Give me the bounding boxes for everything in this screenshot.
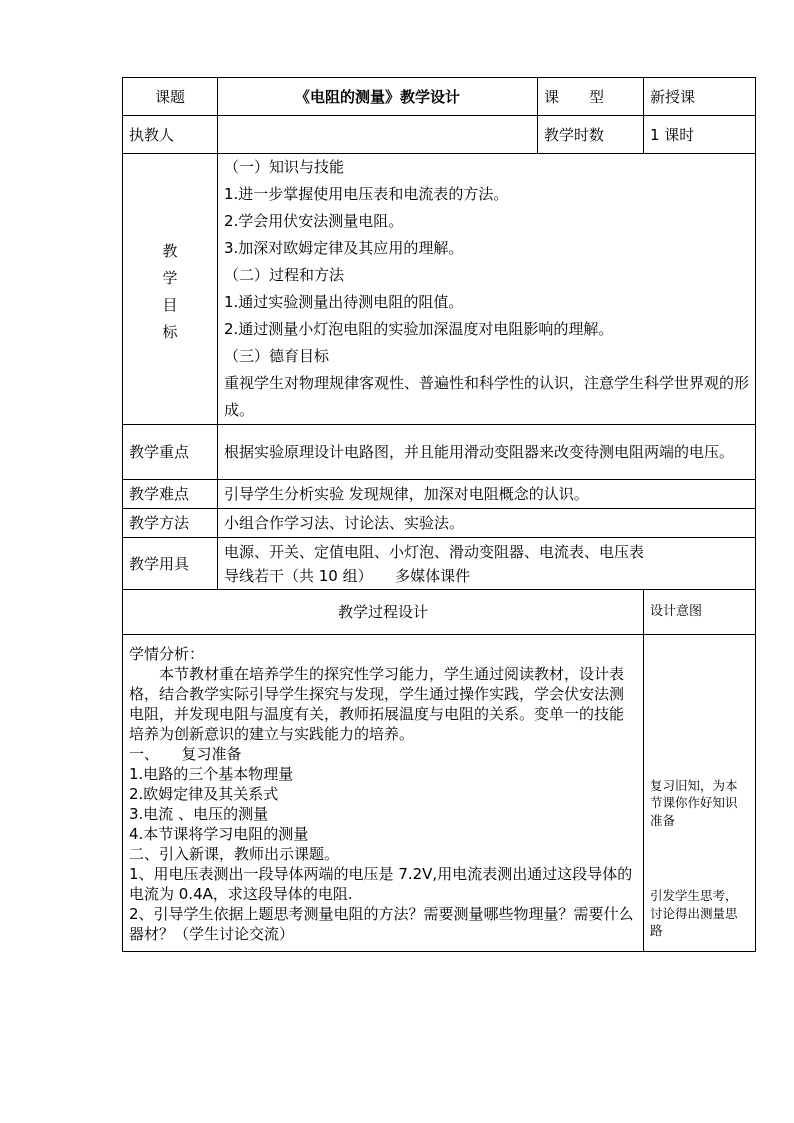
tools-content xyxy=(218,538,756,590)
lesson-plan-table xyxy=(122,77,756,952)
objective-heading: （二）过程和方法 xyxy=(224,266,345,284)
objectives-label-char: 标 xyxy=(162,323,178,341)
key-points-label: 教学重点 xyxy=(123,425,218,480)
tools-row xyxy=(123,538,756,590)
objectives-label-char: 目 xyxy=(162,296,178,314)
objectives-label-char: 学 xyxy=(162,269,178,287)
question-1: 1、用电压表测出一段导体两端的电压是 7.2V,用电流表测出通过这段导体的电流为 0.4A，求这段导体的电阻. xyxy=(129,865,633,903)
process-header: 教学过程设计 xyxy=(123,590,644,635)
methods-label: 教学方法 xyxy=(123,509,218,538)
title-row xyxy=(123,78,756,116)
intent-content xyxy=(644,635,756,952)
type-label: 课 型 xyxy=(538,78,644,116)
review-item: 3.电流 、电压的测量 xyxy=(129,805,269,823)
teacher-label: 执教人 xyxy=(123,116,218,154)
difficulties-text: 引导学生分析实验 发现规律，加深对电阻概念的认识。 xyxy=(218,480,756,509)
teacher-value xyxy=(218,116,538,154)
section-heading: 二、引入新课，教师出示课题。 xyxy=(129,845,340,863)
methods-row xyxy=(123,509,756,538)
review-item: 4.本节课将学习电阻的测量 xyxy=(129,825,309,843)
tools-line: 电源、开关、定值电阻、小灯泡、滑动变阻器、电流表、电压表 xyxy=(224,542,645,561)
objective-item: 2.学会用伏安法测量电阻。 xyxy=(224,212,404,230)
objectives-row xyxy=(123,154,756,425)
teacher-row xyxy=(123,116,756,154)
hours-value: 1 课时 xyxy=(644,116,756,154)
analysis-title: 学情分析： xyxy=(129,645,205,663)
objectives-content xyxy=(218,154,756,425)
section-heading: 一、 复习准备 xyxy=(129,745,242,763)
review-item: 1.电路的三个基本物理量 xyxy=(129,765,294,783)
key-points-text: 根据实验原理设计电路图，并且能用滑动变阻器来改变待测电阻两端的电压。 xyxy=(218,425,756,480)
intent-note: 复习旧知，为本节课你作好知识准备 xyxy=(650,777,738,828)
objective-heading: （一）知识与技能 xyxy=(224,158,345,176)
process-row xyxy=(123,635,756,952)
methods-text: 小组合作学习法、讨论法、实验法。 xyxy=(218,509,756,538)
intent-header: 设计意图 xyxy=(644,590,756,635)
objectives-label xyxy=(123,154,218,425)
objectives-label-char: 教 xyxy=(162,242,178,260)
tools-line: 导线若干（共 10 组） 多媒体课件 xyxy=(224,566,471,585)
objective-item: 2.通过测量小灯泡电阻的实验加深温度对电阻影响的理解。 xyxy=(224,320,614,338)
difficulties-row xyxy=(123,480,756,509)
objective-item: 1.通过实验测量出待测电阻的阻值。 xyxy=(224,293,464,311)
process-content xyxy=(123,635,644,952)
objective-item: 重视学生对物理规律客观性、普遍性和科学性的认识，注意学生科学世界观的形成。 xyxy=(224,374,750,419)
tools-label: 教学用具 xyxy=(123,538,218,590)
key-points-row xyxy=(123,425,756,480)
intent-note: 引发学生思考，讨论得出测量思路 xyxy=(650,888,738,938)
hours-label: 教学时数 xyxy=(538,116,644,154)
course-title: 《电阻的测量》教学设计 xyxy=(218,78,538,116)
analysis-text: 本节教材重在培养学生的探究性学习能力，学生通过阅读教材，设计表格，结合教学实际引导学生探究与发现，学生通过操作实践，学会伏安法测电阻，并发现电阻与温度有关，教师拓展温度与电阻的关系。变单一的技能培养为创新意识的建立与实践能力的培养。 xyxy=(129,665,625,743)
objective-item: 3.加深对欧姆定律及其应用的理解。 xyxy=(224,239,464,257)
objective-heading: （三）德育目标 xyxy=(224,347,330,365)
process-header-row xyxy=(123,590,756,635)
objective-item: 1.进一步掌握使用电压表和电流表的方法。 xyxy=(224,185,509,203)
difficulties-label: 教学难点 xyxy=(123,480,218,509)
course-label: 课题 xyxy=(123,78,218,116)
review-item: 2.欧姆定律及其关系式 xyxy=(129,785,279,803)
question-2: 2、引导学生依据上题思考测量电阻的方法？需要测量哪些物理量？需要什么器材？（学生讨论交流） xyxy=(129,905,634,943)
type-value: 新授课 xyxy=(644,78,756,116)
